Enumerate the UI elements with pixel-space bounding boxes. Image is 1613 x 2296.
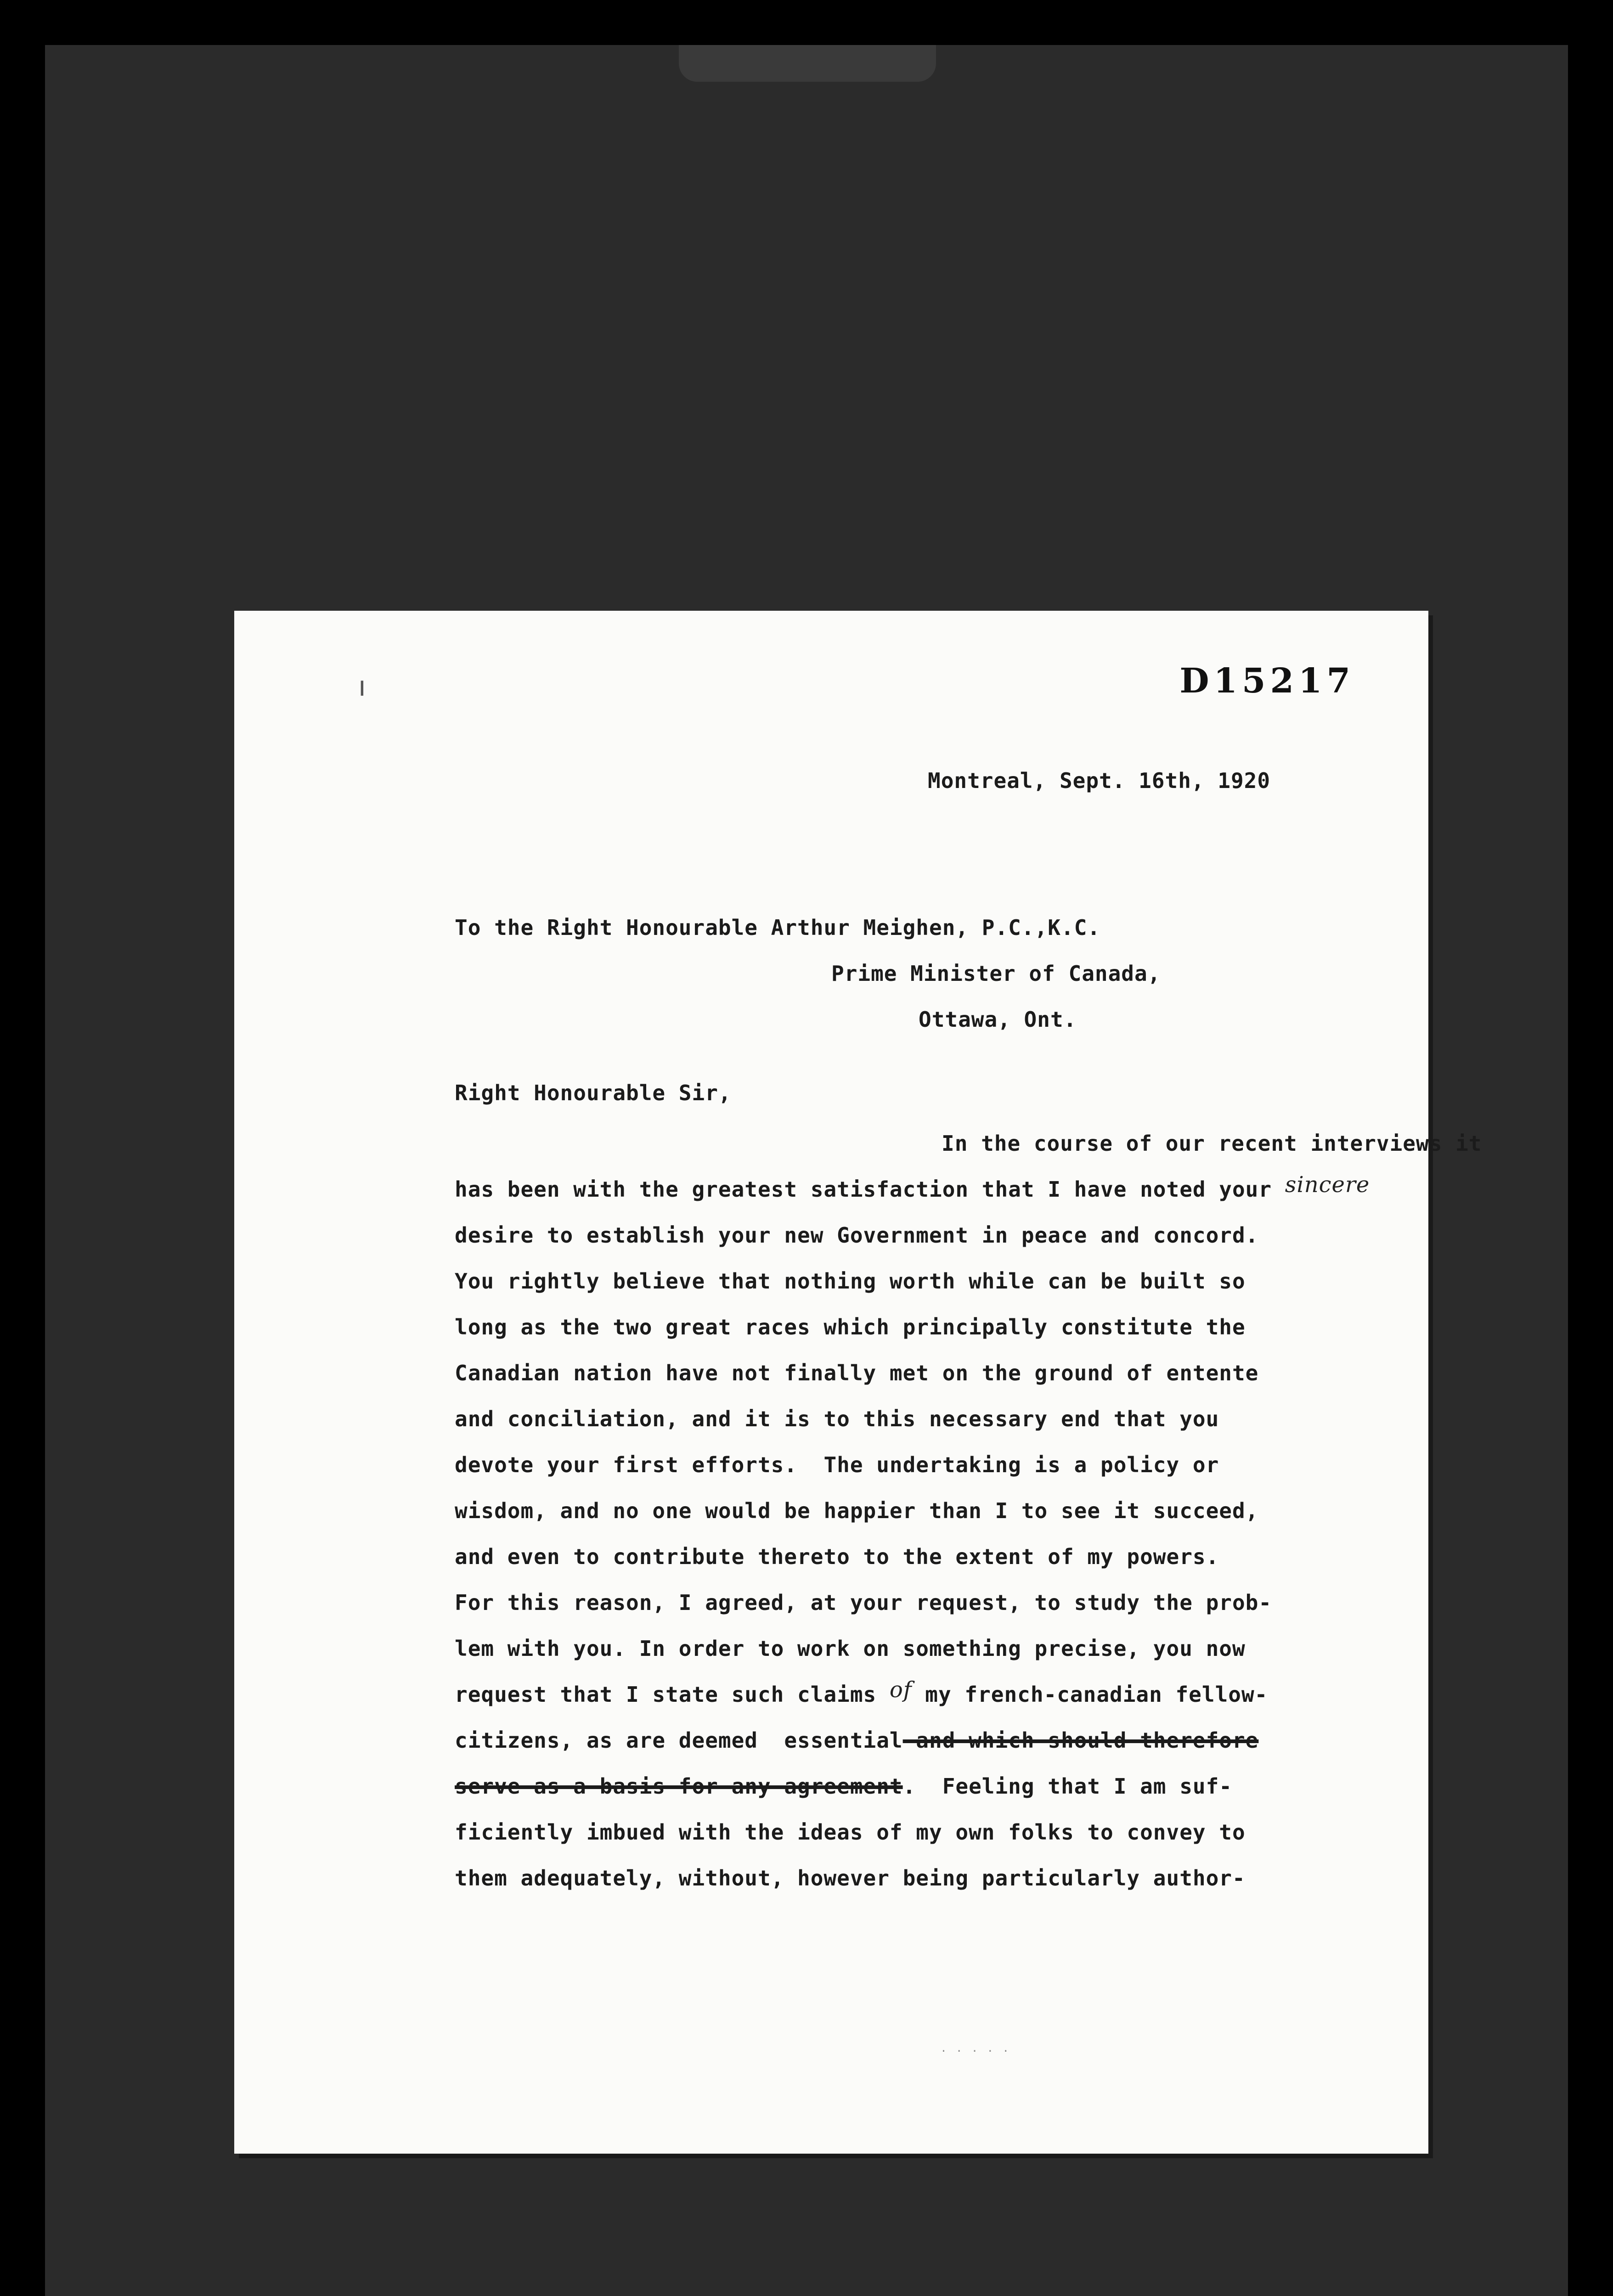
margin-mark: ı bbox=[358, 670, 366, 703]
body-line: wisdom, and no one would be happier than I to see it succeed, bbox=[455, 1498, 1259, 1523]
body-line: devote your first efforts. The undertaking is a policy or bbox=[455, 1452, 1219, 1477]
body-text: request that I state such claims bbox=[455, 1682, 890, 1707]
struck-text: serve as a basis for any agreement bbox=[455, 1774, 903, 1799]
addressee-line: Ottawa, Ont. bbox=[919, 1007, 1077, 1032]
body-line: You rightly believe that nothing worth while can be built so bbox=[455, 1269, 1246, 1294]
handwritten-insertion: of bbox=[889, 1677, 912, 1703]
dateline: Montreal, Sept. 16th, 1920 bbox=[928, 768, 1271, 793]
body-line: For this reason, I agreed, at your request, to study the prob- bbox=[455, 1590, 1272, 1615]
salutation: Right Honourable Sir, bbox=[455, 1080, 732, 1105]
body-text: has been with the greatest satisfaction that I have noted your bbox=[455, 1177, 1272, 1202]
body-line: long as the two great races which principally constitute the bbox=[455, 1315, 1246, 1339]
body-text: . Feeling that I am suf- bbox=[902, 1774, 1232, 1799]
body-text: citizens, as are deemed essential bbox=[455, 1728, 903, 1753]
page-smudge: · · · · · bbox=[942, 2043, 1012, 2059]
body-line: and even to contribute thereto to the extent of my powers. bbox=[455, 1544, 1219, 1569]
body-line bbox=[455, 1166, 1419, 1212]
addressee-block bbox=[455, 905, 1161, 1042]
body-line: ficiently imbued with the ideas of my own folks to convey to bbox=[455, 1820, 1246, 1845]
body-line bbox=[455, 1717, 1419, 1763]
struck-text: and which should therefore bbox=[902, 1728, 1259, 1753]
body-text: my french-canadian fellow- bbox=[912, 1682, 1268, 1707]
letter-page bbox=[234, 611, 1482, 2154]
frame-tab bbox=[679, 45, 936, 82]
body-line: lem with you. In order to work on something precise, you now bbox=[455, 1636, 1246, 1661]
letter-body bbox=[455, 1120, 1482, 1901]
body-line: In the course of our recent interviews it bbox=[942, 1131, 1482, 1156]
document-number: D15217 bbox=[1179, 661, 1355, 701]
body-line: them adequately, without, however being particularly author- bbox=[455, 1866, 1246, 1891]
handwritten-insertion: sincere bbox=[1285, 1172, 1370, 1198]
addressee-line: Prime Minister of Canada, bbox=[831, 961, 1161, 986]
body-line: and conciliation, and it is to this necessary end that you bbox=[455, 1407, 1219, 1431]
body-line: Canadian nation have not finally met on the ground of entente bbox=[455, 1361, 1259, 1385]
body-line bbox=[455, 1763, 1419, 1809]
body-line: desire to establish your new Government in peace and concord. bbox=[455, 1223, 1259, 1248]
body-line bbox=[455, 1671, 1419, 1717]
addressee-line: To the Right Honourable Arthur Meighen, P.C.,K.C. bbox=[455, 915, 1101, 940]
